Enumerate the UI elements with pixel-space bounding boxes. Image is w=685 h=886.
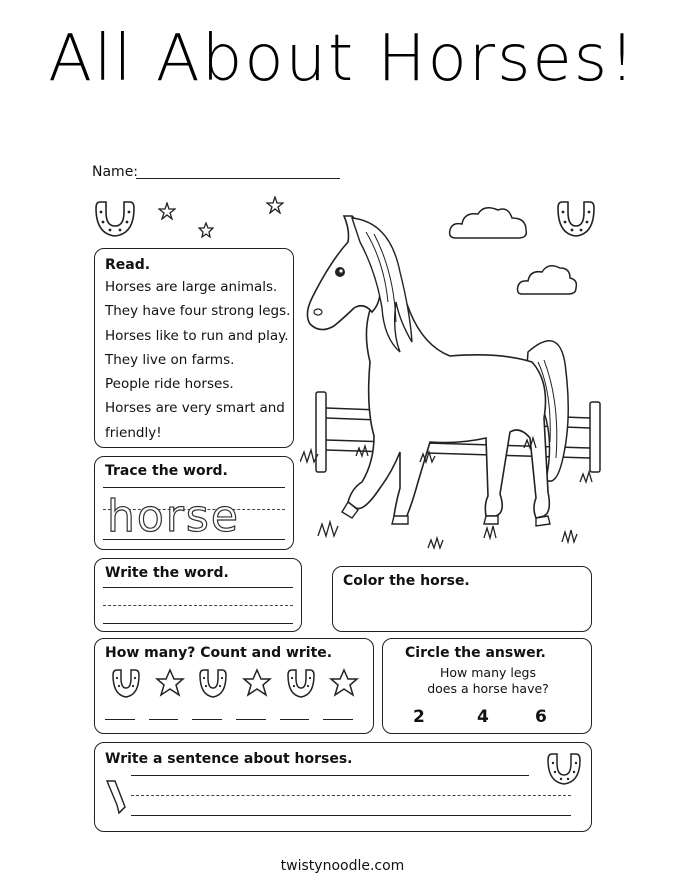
sentence-base-line[interactable] [131, 815, 571, 816]
write-mid-line [103, 605, 293, 606]
count-answer-line[interactable] [149, 719, 179, 720]
write-top-line [103, 587, 293, 588]
write-base-line[interactable] [103, 623, 293, 624]
page-title: All About Horses! [48, 22, 637, 96]
read-line: They have four strong legs. [105, 303, 291, 320]
read-line: They live on farms. [105, 351, 235, 368]
star-icon [266, 196, 284, 214]
count-answer-line[interactable] [323, 719, 353, 720]
sentence-box [94, 742, 592, 832]
name-field[interactable] [136, 178, 340, 179]
write-box [94, 558, 302, 632]
read-line: Horses are very smart and [105, 400, 285, 417]
trace-top-line [103, 487, 285, 488]
count-box [94, 638, 374, 734]
read-box [94, 248, 294, 448]
name-label: Name: [92, 164, 139, 180]
read-line: Horses are large animals. [105, 279, 278, 295]
horseshoe-icon [92, 198, 138, 240]
horseshoe-icon [545, 751, 583, 787]
write-heading: Write the word. [105, 565, 229, 581]
star-icon [198, 222, 214, 238]
trace-box [94, 456, 294, 550]
answer-option[interactable]: 6 [535, 707, 547, 727]
count-answer-lines [105, 719, 367, 723]
count-icons [105, 667, 367, 701]
read-line: friendly! [105, 424, 162, 441]
count-answer-line[interactable] [236, 719, 266, 720]
star-icon [329, 667, 359, 699]
circle-box [382, 638, 592, 734]
color-box [332, 566, 592, 632]
count-answer-line[interactable] [105, 719, 135, 720]
pencil-icon [103, 779, 129, 815]
trace-word[interactable]: horse [107, 491, 240, 542]
read-text [105, 275, 290, 445]
star-icon [242, 667, 272, 699]
read-line: People ride horses. [105, 376, 234, 393]
horse-illustration [300, 212, 606, 558]
horseshoe-icon [198, 667, 228, 699]
circle-question [383, 665, 593, 697]
star-icon [158, 202, 176, 220]
count-answer-line[interactable] [280, 719, 310, 720]
answer-option[interactable]: 2 [413, 707, 425, 727]
read-heading: Read. [105, 257, 151, 273]
count-answer-line[interactable] [192, 719, 222, 720]
circle-question-line: does a horse have? [427, 681, 549, 696]
sentence-mid-line [131, 795, 571, 796]
sentence-heading: Write a sentence about horses. [105, 751, 353, 767]
sentence-top-line [131, 775, 529, 776]
footer-site: twistynoodle.com [280, 858, 405, 874]
horseshoe-icon [111, 667, 141, 699]
worksheet [78, 142, 606, 842]
horseshoe-icon [286, 667, 316, 699]
circle-question-line: How many legs [440, 665, 536, 680]
star-icon [155, 667, 185, 699]
circle-heading: Circle the answer. [405, 645, 546, 661]
trace-heading: Trace the word. [105, 463, 228, 479]
answer-option[interactable]: 4 [477, 707, 489, 727]
read-line: Horses like to run and play. [105, 327, 289, 344]
count-heading: How many? Count and write. [105, 645, 333, 661]
color-heading: Color the horse. [343, 573, 470, 589]
